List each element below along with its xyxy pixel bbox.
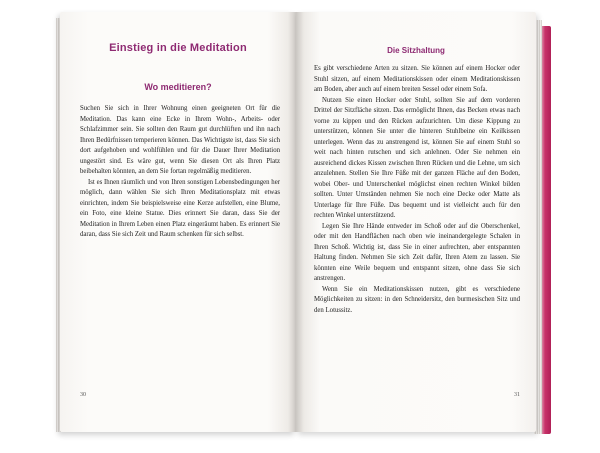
chapter-title: Einstieg in die Meditation [109, 42, 247, 54]
paragraph: Nutzen Sie einen Hocker oder Stuhl, sollten Sie auf dem vorderen Drittel der Sitzfläche sitzen. Das ermöglicht Ihnen, das Becken etwas nach vorne zu kippen und den Rücken aufzurichten. Um diese Kippung zu unterstützen, können Sie unter die hinteren Stuhlbeine ein Keilkissen unterlegen. Wenn das zu anstrengend ist, können Sie auf einem Stuhl so weit nach hinten rutschen und sich anlehnen. Oder Sie nehmen ein ausreichend dickes Kissen zwischen Ihren Rücken und die Lehne, um sich anzulehnen. Stellen Sie Ihre Füße mit der ganzen Fläche auf den Boden, wobei Ober- und Unterschenkel möglichst einen rechten Winkel bilden sollten. Unter Umständen nehmen Sie noch eine Decke oder Matte als Unterlage für Ihre Füße. Das bequemt und ist vielleicht auch für den rechten Winkel unterstützend. [314, 96, 520, 219]
open-book [52, 12, 548, 438]
right-page [296, 12, 536, 432]
paragraph: Legen Sie Ihre Hände entweder im Schoß oder auf die Oberschenkel, oder mit den Handflächen nach oben wie ineinandergelegte Schalen in Ihren Schoß. Wichtig ist, dass Sie in einer aufrechten, aber entspannten Haltung finden. Nehmen Sie sich Zeit dafür, Ihren Atem zu lassen. Sie könnten eine Weile bequem und entspannt sitzen, ohne dass Sie sich anstrengen. [314, 222, 520, 282]
right-body-text [314, 64, 520, 316]
book-gutter [288, 12, 304, 432]
paragraph: Wenn Sie ein Meditationskissen nutzen, gibt es verschiedene Möglichkeiten zu sitzen: in den Schneidersitz, den burmesischen Sitz und den Lotussitz. [314, 285, 520, 314]
page-number-left: 30 [80, 392, 86, 398]
section-title: Wo meditieren? [144, 82, 212, 92]
running-head: Die Sitzhaltung [387, 46, 445, 55]
paragraph: Ist es Ihnen räumlich und von Ihren sonstigen Lebensbedingungen her möglich, dann wählen Sie sich Ihren Meditationsplatz mit etwas einrichten, indem Sie beispielsweise eine Kerze aufstellen, eine Blume, ein Foto, eine kleine Statue. Dies erinnert Sie daran, dass Sie der Meditation in Ihrem Leben einen Platz eingeräumt haben. Es erinnert Sie daran, dass Sie sich Zeit und Raum schenken für sich selbst. [80, 178, 280, 238]
paragraph: Suchen Sie sich in Ihrer Wohnung einen geeigneten Ort für die Meditation. Das kann eine Ecke in Ihrem Wohn-, Arbeits- oder Schlafzimmer sein. Sie sollten den Raum gut durchlüften und ihn nach Ihren Bedürfnissen temperieren können. Das Wichtigste ist, dass Sie sich dort aufgehoben und wohlfühlen und für die Dauer Ihrer Meditation ungestört sind. Es wäre gut, wenn Sie diesen Ort als Ihren Platz beibehalten könnten, an dem Sie fortan regelmäßig meditieren. [80, 105, 280, 175]
page-number-right: 31 [514, 392, 520, 398]
paragraph: Es gibt verschiedene Arten zu sitzen. Sie können auf einem Hocker oder Stuhl sitzen, auf einem Meditationskissen oder einem Meditationskissen am Boden, aber auch auf einem breiten Sessel oder einem Sofa. [314, 65, 520, 93]
left-page [60, 12, 296, 432]
left-body-text [80, 104, 280, 241]
